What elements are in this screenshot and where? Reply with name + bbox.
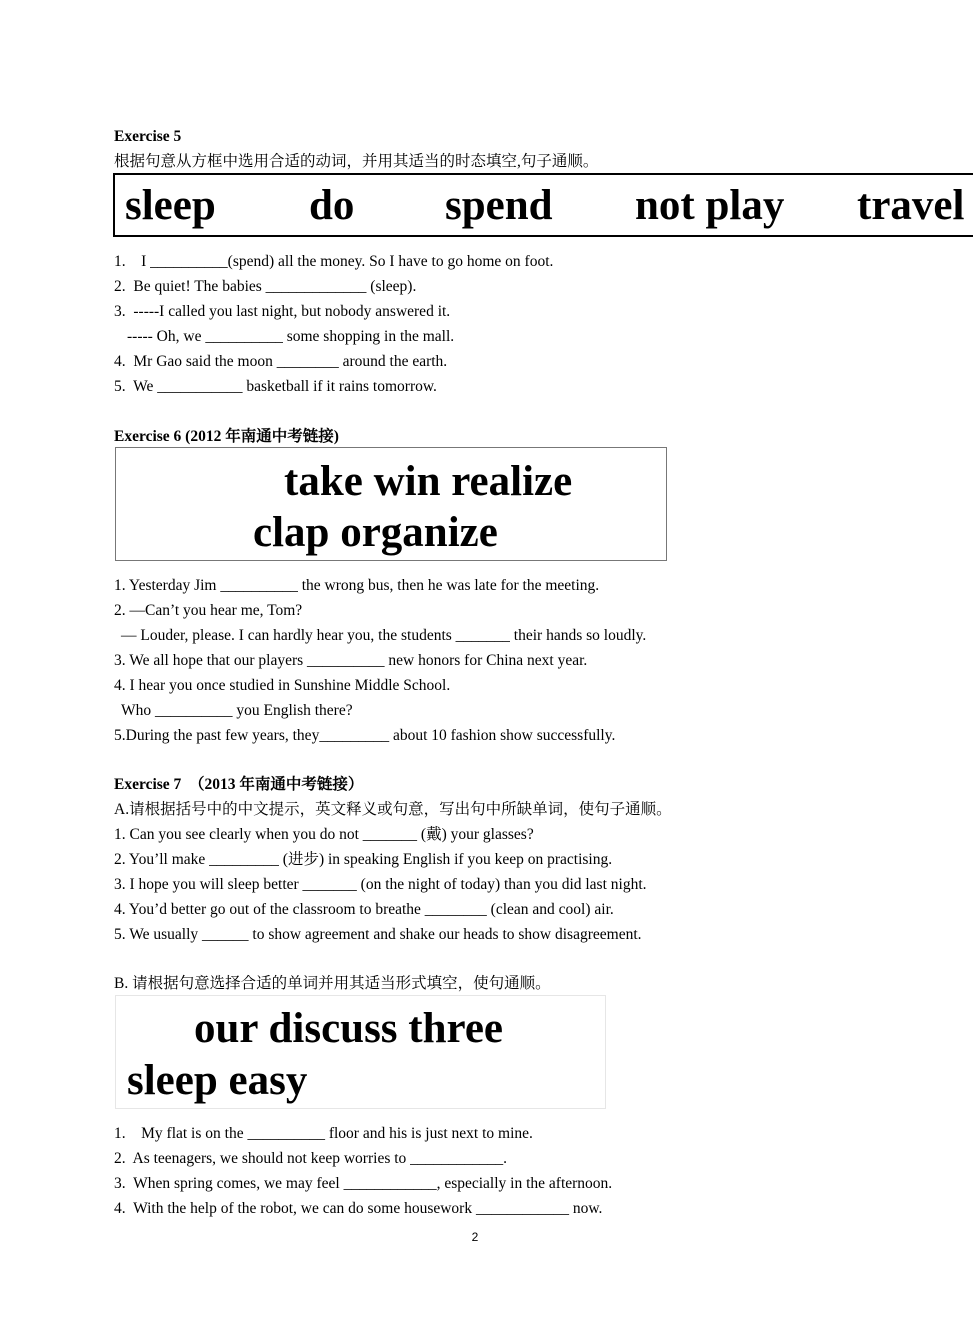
word-box-word: spend	[445, 182, 553, 229]
exercise-7-a-question-1: 1. Can you see clearly when you do not _______ (戴) your glasses?	[114, 826, 534, 843]
word-box-row: clap organize	[253, 509, 498, 556]
exercise-5-question-3: 3. -----I called you last night, but nobody answered it.	[114, 303, 451, 320]
exercise-5-title: Exercise 5	[114, 128, 182, 145]
exercise-5-word-box	[113, 173, 973, 237]
exercise-5-question-3-reply: ----- Oh, we __________ some shopping in the mall.	[127, 328, 455, 345]
exercise-7-b-question-3: 3. When spring comes, we may feel ____________, especially in the afternoon.	[114, 1175, 613, 1192]
exercise-6-question-2-reply: — Louder, please. I can hardly hear you, the students _______ their hands so loudly.	[121, 627, 647, 644]
exercise-7-word-box	[115, 995, 606, 1109]
exercise-6-question-4-followup: Who __________ you English there?	[121, 702, 353, 719]
exercise-7-part-b-instruction: B. 请根据句意选择合适的单词并用其适当形式填空，使句通顺。	[114, 975, 551, 992]
word-box-row: our discuss three	[194, 1005, 503, 1052]
exercise-7-b-question-1: 1. My flat is on the __________ floor and his is just next to mine.	[114, 1125, 533, 1142]
exercise-7-a-question-3: 3. I hope you will sleep better _______ (on the night of today) than you did last night.	[114, 876, 647, 893]
word-box-word: sleep	[125, 182, 216, 229]
exercise-5-instruction: 根据句意从方框中选用合适的动词，并用其适当的时态填空,句子通顺。	[114, 153, 599, 170]
exercise-6-title: Exercise 6 (2012 年南通中考链接)	[114, 428, 339, 445]
exercise-7-b-question-4: 4. With the help of the robot, we can do some housework ____________ now.	[114, 1200, 603, 1217]
word-box-word: travel	[857, 182, 965, 229]
exercise-7-part-a-instruction: A.请根据括号中的中文提示，英文释义或句意，写出句中所缺单词，使句子通顺。	[114, 801, 672, 818]
exercise-6-question-3: 3. We all hope that our players __________ new honors for China next year.	[114, 652, 588, 669]
exercise-6-question-5: 5.During the past few years, they_________ about 10 fashion show successfully.	[114, 727, 616, 744]
page-number: 2	[471, 1230, 479, 1244]
exercise-6-question-4: 4. I hear you once studied in Sunshine Middle School.	[114, 677, 451, 694]
exercise-6-question-1: 1. Yesterday Jim __________ the wrong bus, then he was late for the meeting.	[114, 577, 600, 594]
word-box-row: sleep easy	[127, 1057, 308, 1104]
exercise-5-question-2: 2. Be quiet! The babies _____________ (sleep).	[114, 278, 417, 295]
exercise-5-question-5: 5. We ___________ basketball if it rains tomorrow.	[114, 378, 437, 395]
word-box-word: not play	[635, 182, 785, 229]
word-box-row: take win realize	[284, 458, 573, 505]
exercise-5-question-1: 1. I __________(spend) all the money. So I have to go home on foot.	[114, 253, 554, 270]
word-box-word: do	[309, 182, 355, 229]
exercise-6-question-2: 2. —Can’t you hear me, Tom?	[114, 602, 303, 619]
exercise-7-title: Exercise 7 （2013 年南通中考链接）	[114, 776, 364, 793]
exercise-7-b-question-2: 2. As teenagers, we should not keep worries to ____________.	[114, 1150, 508, 1167]
exercise-7-a-question-5: 5. We usually ______ to show agreement and shake our heads to show disagreement.	[114, 926, 642, 943]
exercise-7-a-question-2: 2. You’ll make _________ (进步) in speaking English if you keep on practising.	[114, 851, 613, 868]
exercise-6-word-box	[115, 447, 667, 561]
exercise-7-a-question-4: 4. You’d better go out of the classroom to breathe ________ (clean and cool) air.	[114, 901, 614, 918]
exercise-5-question-4: 4. Mr Gao said the moon ________ around the earth.	[114, 353, 448, 370]
